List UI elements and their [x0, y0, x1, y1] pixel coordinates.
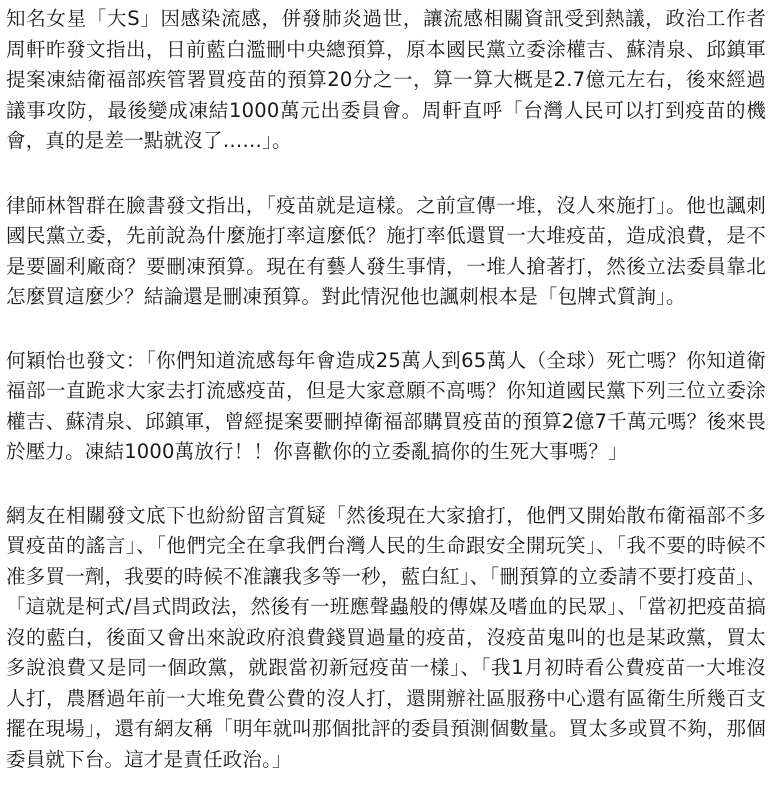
paragraph-zhou-xuan-budget: 知名女星「大S」因感染流感，併發肺炎過世，讓流感相關資訊受到熱議，政治工作者周軒昨發文指出，日前藍白濫刪中央總預算，原本國民黨立委涂權吉、蘇清泉、邱鎮軍提案凍結衛福部疾管署買疫苗的預算20分之一，算一算大概是2.7億元左右，後來經過議事攻防，最後變成凍結1000萬元出委員會。周軒直呼「台灣人民可以打到疫苗的機會，真的是差一點就沒了……」。 — [6, 7, 766, 152]
article-body — [6, 4, 766, 775]
paragraph-lawyer-lin-zhiqun: 律師林智群在臉書發文指出，「疫苗就是這樣。之前宣傳一堆，沒人來施打」。他也諷刺國民黨立委，先前說為什麼施打率這麼低？施打率低還買一大堆疫苗，造成浪費，是不是要圖利廠商？要刪凍預算。現在有藝人發生事情，一堆人搶著打，然後立法委員靠北怎麼買這麼少？結論還是刪凍預算。對此情況他也諷刺根本是「包牌式質詢」。 — [6, 193, 766, 308]
paragraph-he-yingyi-quote: 何穎怡也發文：「你們知道流感每年會造成25萬人到65萬人（全球）死亡嗎？你知道衛福部一直跪求大家去打流感疫苗，但是大家意願不高嗎？你知道國民黨下列三位立委涂權吉、蘇清泉、邱鎮軍，曾經提案要刪掉衛福部購買疫苗的預算2億7千萬元嗎？後來畏於壓力。凍結1000萬放行！！你喜歡你的立委亂搞你的生死大事嗎？」 — [6, 348, 766, 463]
paragraph-netizen-comments: 網友在相關發文底下也紛紛留言質疑「然後現在大家搶打，他們又開始散布衛福部不多買疫苗的謠言」、「他們完全在拿我們台灣人民的生命跟安全開玩笑」、「我不要的時候不准多買一劑，我要的時候不准讓我多等一秒，藍白紅」、「刪預算的立委請不要打疫苗」、「這就是柯式/昌式問政法，然後有一班應聲蟲般的傳媒及嗜血的民眾」、「當初把疫苗搞沒的藍白，後面又會出來說政府浪費錢買過量的疫苗，沒疫苗鬼叫的也是某政黨，買太多說浪費又是同一個政黨，就跟當初新冠疫苗一樣」、「我1月初時看公費疫苗一大堆沒人打，農曆過年前一大堆免費公費的沒人打，還開辦社區服務中心還有區衛生所幾百支擺在現場」，還有網友稱「明年就叫那個批評的委員預測個數量。買太多或買不夠，那個委員就下台。這才是責任政治。」 — [6, 503, 766, 771]
